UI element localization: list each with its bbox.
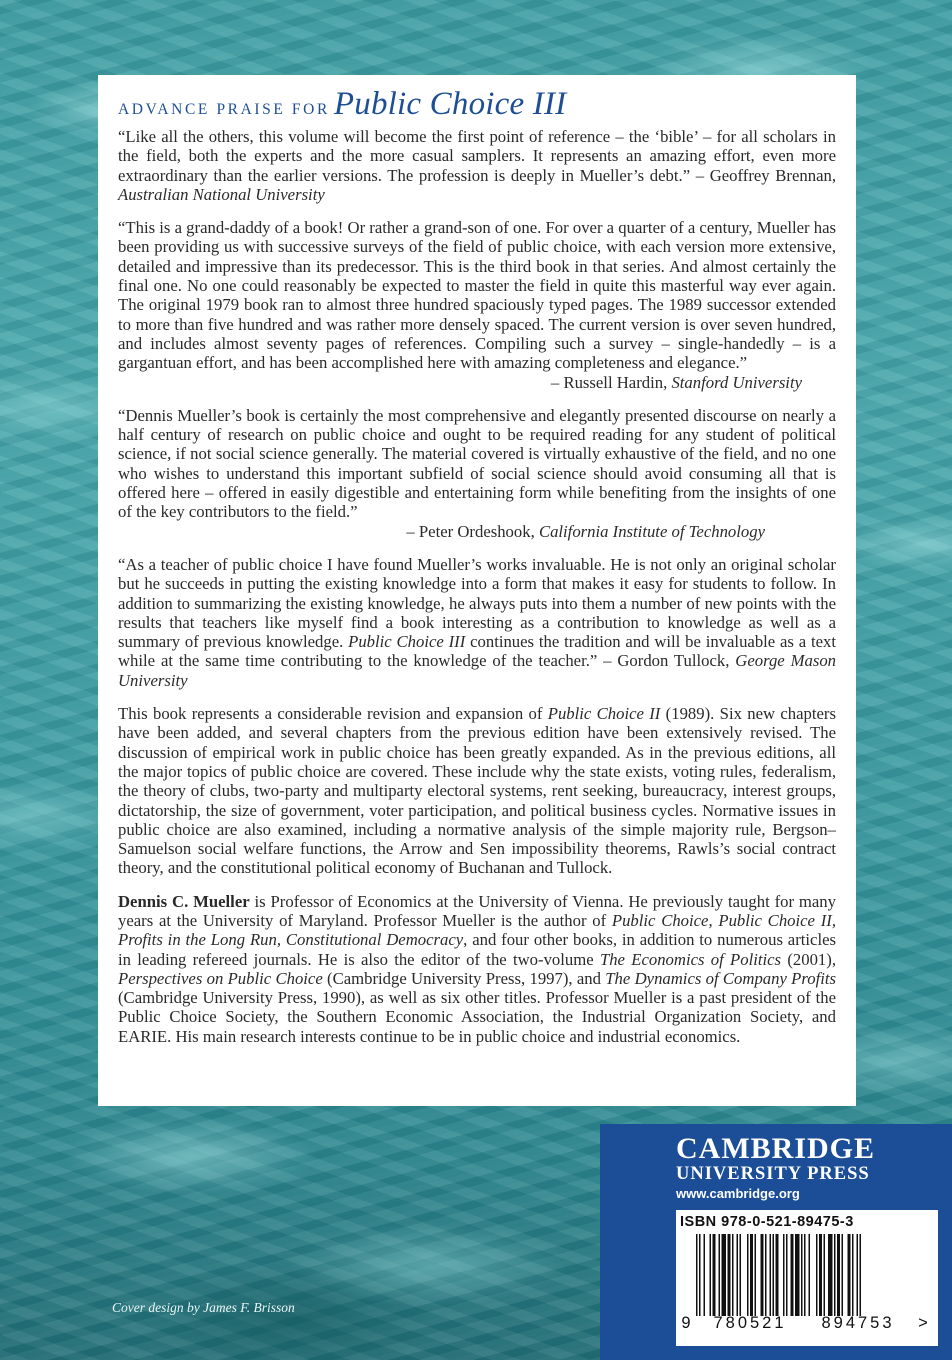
text-panel: [98, 75, 856, 1106]
barcode-bar: [860, 1234, 862, 1316]
barcode-bar: [857, 1234, 859, 1316]
isbn-text: ISBN 978-0-521-89475-3: [680, 1214, 854, 1230]
barcode-digits: 9 780521 894753 >: [681, 1314, 928, 1332]
quote-tullock: “As a teacher of public choice I have found Mueller’s works invaluable. He is not only an original scholar but he succeeds in putting the existing knowledge into a form that makes it easy for students to follow. In addition to summarizing the existing knowledge, he always puts into them a number of new points with the results that teachers like myself find a book interesting as a contribution to knowledge as well as a summary of previous knowledge. Public Choice III continues the tradition and will be invaluable as a text while at the same time contributing to the knowledge of the teacher.” – Gordon Tullock, George Mason University: [118, 554, 837, 690]
barcode-bar: [809, 1234, 811, 1316]
quote-ordeshook: “Dennis Mueller’s book is certainly the most comprehensive and elegantly presented discourse on nearly a half century of research on public choice and ought to be required reading for any student of political science, if not social science generally. The material covered is virtually exhaustive of the field, and no one who wishes to understand this important subfield of social science should avoid consuming all that is offered here – offered in easily digestible and entertaining form while benefiting from the insights of one of the key contributors to the field.” – Peter Ordeshook, California Institute of Technology: [118, 405, 836, 541]
barcode-bar: [755, 1234, 757, 1316]
quote-hardin: “This is a grand-daddy of a book! Or rather a grand-son of one. For over a quarter of a century, Mueller has been providing us with successive surveys of the field of public choice, with each version more extensive, detailed and impressive than its predecessor. This is the third book in that series. And almost certainly the final one. No one could reasonably be expected to master the field in quite this masterful way ever again. The original 1979 book ran to almost three hundred spaciously typed pages. The 1989 successor extended to more than five hundred and was rather more densely spaced. The current version is over seven hundred, and includes almost seventy pages of references. Compiling such a survey – single-handedly – is a gargantuan effort, and has been accomplished here with amazing completeness and elegance.” – Russell Hardin, Stanford University: [118, 218, 836, 392]
barcode-bar: [795, 1234, 800, 1316]
barcode-bar: [710, 1234, 712, 1316]
book-description: This book represents a considerable revision and expansion of Public Choice II (1989). Six new chapters have been added, and several chapters from the previous edition have been extensively revised. The discussion of empirical work in public choice has been greatly expanded. As in the previous editions, all the major topics of public choice are covered. These include why the state exists, voting rules, federalism, the theory of clubs, two-party and multiparty electoral systems, rent seeking, bureaucracy, interest groups, dictatorship, the size of government, voter participation, and political business cycles. Normative issues in public choice are also examined, including a normative analysis of the simple majority rule, Bergson–Samuelson social welfare functions, the Arrow and Sen impossibility theorems, Rawls’s social contract theory, and the constitutional political economy of Buchanan and Tullock.: [118, 704, 836, 878]
barcode-bar: [747, 1234, 749, 1316]
publisher-url: www.cambridge.org: [676, 1186, 800, 1201]
barcode-bar: [719, 1234, 721, 1316]
barcode-bar: [773, 1234, 775, 1316]
barcode-bar: [837, 1234, 840, 1316]
barcode-bar: [732, 1234, 734, 1316]
barcode-bar: [834, 1234, 836, 1316]
barcode-bar: [783, 1234, 785, 1316]
barcode-bar: [750, 1234, 753, 1316]
barcode-bar: [704, 1234, 706, 1316]
quote-hardin-attribution: – Russell Hardin, Stanford University: [550, 372, 802, 392]
barcode-bar: [737, 1234, 739, 1316]
barcode-bar: [765, 1234, 767, 1316]
heading: [118, 88, 836, 121]
barcode-bar: [713, 1234, 716, 1316]
barcode-bar: [824, 1234, 826, 1316]
barcode-bar: [816, 1234, 818, 1316]
barcode-bar: [819, 1234, 822, 1316]
barcode-bar: [696, 1234, 698, 1316]
quote-ordeshook-attribution: – Peter Ordeshook, California Institute of Technology: [406, 521, 765, 541]
barcode-bar: [801, 1234, 803, 1316]
barcode: [676, 1210, 938, 1346]
quote-brennan: “Like all the others, this volume will become the first point of reference – the ‘bible’ – for all scholars in the field, both the experts and the more casual samplers. It represents an amazing effort, even more extraordinary than the earlier versions. The profession is deeply in Mueller’s debt.” – Geoffrey Brennan, Australian National University: [118, 127, 836, 204]
barcode-bar: [740, 1234, 742, 1316]
barcode-bar: [848, 1234, 851, 1316]
barcode-bar: [786, 1234, 788, 1316]
publisher-press: UNIVERSITY PRESS: [676, 1164, 870, 1184]
barcode-bar: [699, 1234, 701, 1316]
book-title: Public Choice III: [333, 86, 567, 122]
barcode-bar: [770, 1234, 772, 1316]
barcode-bar: [728, 1234, 731, 1316]
barcode-bar: [776, 1234, 779, 1316]
barcode-bars: [696, 1234, 924, 1316]
barcode-bar: [722, 1234, 727, 1316]
heading-prefix: ADVANCE PRAISE FOR: [118, 101, 330, 118]
publisher-name: CAMBRIDGE: [676, 1132, 876, 1165]
barcode-bar: [828, 1234, 833, 1316]
barcode-bar: [842, 1234, 844, 1316]
barcode-bar: [761, 1234, 764, 1316]
barcode-bar: [791, 1234, 794, 1316]
barcode-bar: [804, 1234, 806, 1316]
cover-credit: Cover design by James F. Brisson: [112, 1300, 295, 1315]
author-bio: Dennis C. Mueller is Professor of Economics at the University of Vienna. He previously taught for many years at the University of Maryland. Professor Mueller is the author of Public Choice, Public Choice II, Profits in the Long Run, Constitutional Democracy, and four other books, in addition to numerous articles in leading refereed journals. He is also the editor of the two-volume The Economics of Politics (2001), Perspectives on Public Choice (Cambridge University Press, 1997), and The Dynamics of Company Profits (Cambridge University Press, 1990), as well as six other titles. Professor Mueller is a past president of the Public Choice Society, the Southern Economic Association, the Industrial Organization Society, and EARIE. His main research interests continue to be in public choice and industrial economics.: [118, 891, 837, 1046]
barcode-bar: [852, 1234, 854, 1316]
